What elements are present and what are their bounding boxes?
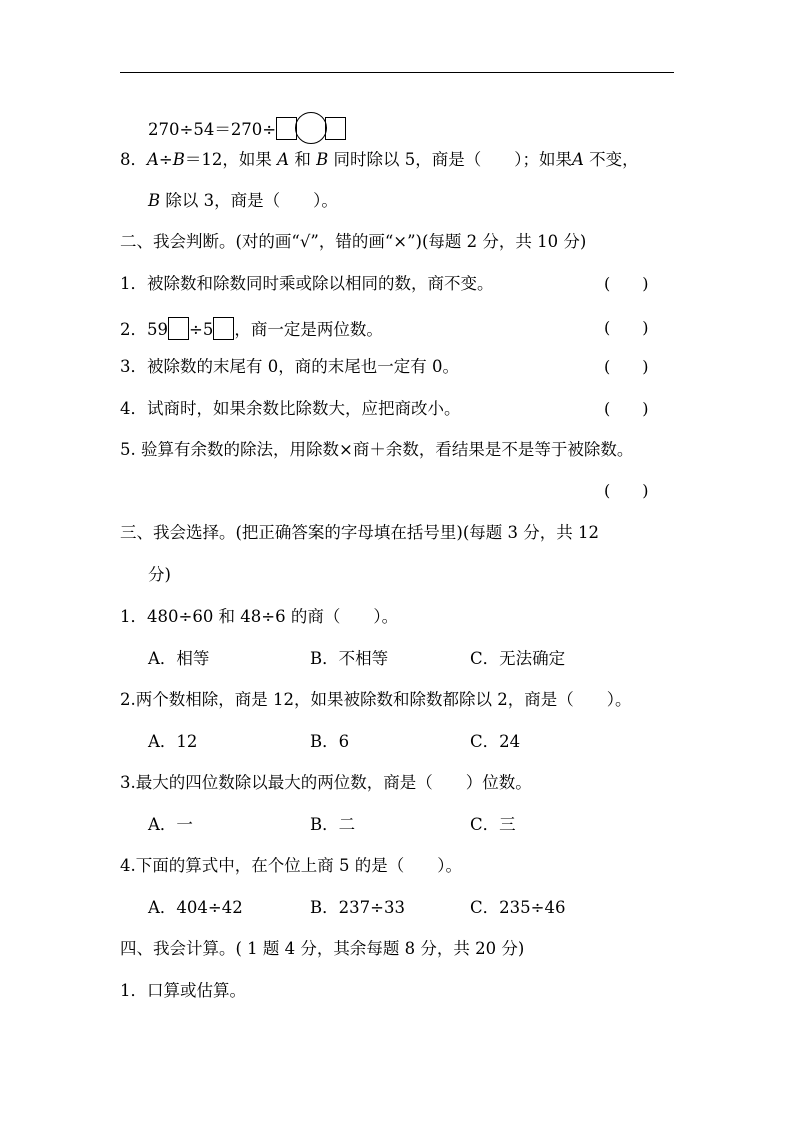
section-4-heading: 四、我会计算。( 1 题 4 分，其余每题 8 分，共 20 分)	[120, 939, 525, 958]
calc-item-1: 1．口算或估算。	[120, 981, 246, 1000]
section-2-heading: 二、我会判断。(对的画“√”，错的画“×”)(每题 2 分，共 10 分)	[120, 232, 587, 251]
answer-paren[interactable]: ( )	[604, 318, 649, 337]
answer-box[interactable]	[276, 117, 297, 140]
judge-item-3: 3．被除数的末尾有 0，商的末尾也一定有 0。	[120, 357, 459, 376]
item-text: 2．59	[120, 320, 168, 339]
option-a[interactable]: A．404÷42	[148, 898, 243, 917]
variable-b: B	[172, 150, 185, 169]
variable-a: A	[277, 150, 290, 169]
option-a[interactable]: A．12	[148, 732, 198, 751]
variable-a: A	[571, 150, 584, 169]
variable-b: B	[316, 150, 329, 169]
question-text: 不变，	[589, 150, 639, 169]
option-b[interactable]: B．二	[310, 815, 356, 834]
judge-item-5: 5. 验算有余数的除法，用除数×商＋余数，看结果是不是等于被除数。	[120, 440, 634, 459]
section-3-heading: 三、我会选择。(把正确答案的字母填在括号里)(每题 3 分，共 12	[120, 523, 600, 542]
choice-question-4: 4.下面的算式中，在个位上商 5 的是（ ）。	[120, 856, 462, 875]
q7-equation-text: 270÷54＝270÷	[148, 120, 277, 139]
section-3-heading-cont: 分)	[148, 565, 171, 584]
choice-question-2: 2.两个数相除，商是 12，如果被除数和除数都除以 2，商是（ ）。	[120, 690, 632, 709]
answer-circle[interactable]	[295, 112, 327, 144]
question-text: ＝12，如果	[184, 150, 272, 169]
variable-a: A	[147, 150, 159, 169]
option-b[interactable]: B．6	[310, 732, 350, 751]
question-text: 同时除以 5，商是（ ）；如果	[333, 150, 572, 169]
q7-equation	[148, 112, 346, 144]
option-b[interactable]: B．237÷33	[310, 898, 405, 917]
option-a[interactable]: A．一	[148, 815, 193, 834]
choice-question-3: 3.最大的四位数除以最大的两位数，商是（ ）位数。	[120, 773, 532, 792]
item-text: ，商一定是两位数。	[234, 320, 383, 339]
option-a[interactable]: A．相等	[148, 649, 210, 668]
header-rule	[120, 72, 674, 73]
option-c[interactable]: C．三	[470, 815, 516, 834]
option-c[interactable]: C．无法确定	[470, 649, 566, 668]
question-text: 和	[294, 150, 311, 169]
variable-b: B	[148, 191, 161, 210]
answer-box[interactable]	[325, 117, 346, 140]
question-8-cont	[148, 190, 338, 212]
answer-paren[interactable]: ( )	[604, 399, 649, 418]
judge-item-4: 4．试商时，如果余数比除数大，应把商改小。	[120, 399, 461, 418]
question-text: 除以 3，商是（ ）。	[165, 191, 338, 210]
option-c[interactable]: C．24	[470, 732, 521, 751]
option-b[interactable]: B．不相等	[310, 649, 389, 668]
question-8	[120, 149, 639, 171]
question-number: 8．	[120, 150, 147, 169]
judge-item-1: 1．被除数和除数同时乘或除以相同的数，商不变。	[120, 274, 494, 293]
answer-paren[interactable]: ( )	[604, 274, 649, 293]
answer-paren[interactable]: ( )	[604, 357, 649, 376]
answer-paren[interactable]: ( )	[604, 481, 649, 500]
option-c[interactable]: C．235÷46	[470, 898, 566, 917]
item-text: ÷5	[189, 320, 214, 339]
answer-box[interactable]	[213, 317, 234, 340]
divide-sign: ÷	[158, 150, 173, 169]
choice-question-1: 1．480÷60 和 48÷6 的商（ ）。	[120, 607, 399, 626]
judge-item-2	[120, 317, 383, 341]
answer-box[interactable]	[168, 317, 189, 340]
